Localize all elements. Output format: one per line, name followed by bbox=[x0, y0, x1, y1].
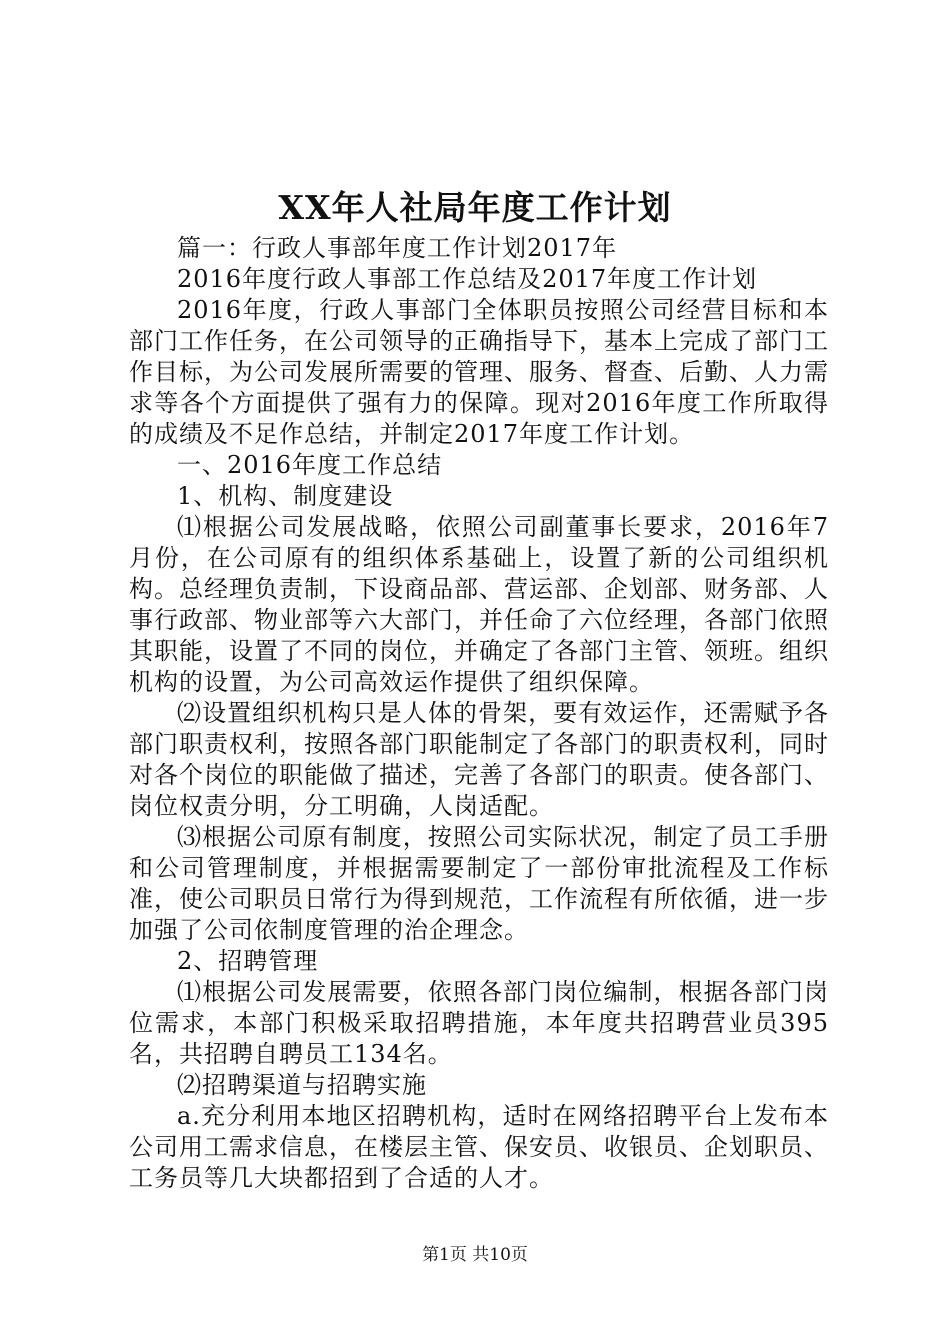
paragraph: a.充分利用本地区招聘机构，适时在网络招聘平台上发布本公司用工需求信息，在楼层主管、保安员、收银员、企划职员、工务员等几大块都招到了合适的人才。 bbox=[129, 1102, 829, 1192]
paragraph: ⑵设置组织机构只是人体的骨架，要有效运作，还需赋予各部门职责权利，按照各部门职能制定了各部门的职责权利，同时对各个岗位的职能做了描述，完善了各部门的职责。使各部门、岗位权责分明，分工明确，人岗适配。 bbox=[129, 699, 829, 820]
subsection-heading: 1、机构、制度建设 bbox=[177, 482, 394, 510]
page-number-footer: 第1页 共10页 bbox=[422, 1245, 528, 1265]
document-title: XX年人社局年度工作计划 bbox=[278, 188, 672, 227]
paragraph: 篇一：行政人事部年度工作计划2017年 bbox=[177, 234, 618, 262]
paragraph: ⑴根据公司发展战略，依照公司副董事长要求，2016年7月份，在公司原有的组织体系基础上，设置了新的公司组织机构。总经理负责制，下设商品部、营运部、企划部、财务部、人事行政部、物业部等六大部门，并任命了六位经理，各部门依照其职能，设置了不同的岗位，并确定了各部门主管、领班。组织机构的设置，为公司高效运作提供了组织保障。 bbox=[129, 513, 829, 696]
paragraph: ⑵招聘渠道与招聘实施 bbox=[177, 1071, 427, 1099]
section-heading: 一、2016年度工作总结 bbox=[177, 451, 443, 479]
paragraph: 2016年度，行政人事部门全体职员按照公司经营目标和本部门工作任务，在公司领导的正确指导下，基本上完成了部门工作目标，为公司发展所需要的管理、服务、督查、后勤、人力需求等各个方面提供了强有力的保障。现对2016年度工作所取得的成绩及不足作总结，并制定2017年度工作计划。 bbox=[129, 296, 829, 448]
paragraph: ⑴根据公司发展需要，依照各部门岗位编制，根据各部门岗位需求，本部门积极采取招聘措施，本年度共招聘营业员395名，共招聘自聘员工134名。 bbox=[129, 978, 829, 1068]
subsection-heading: 2、招聘管理 bbox=[177, 947, 319, 975]
paragraph: ⑶根据公司原有制度，按照公司实际状况，制定了员工手册和公司管理制度，并根据需要制定了一部份审批流程及工作标准，使公司职员日常行为得到规范，工作流程有所依循，进一步加强了公司依制度管理的治企理念。 bbox=[129, 823, 829, 944]
document-body bbox=[129, 233, 829, 1194]
paragraph: 2016年度行政人事部工作总结及2017年度工作计划 bbox=[177, 265, 758, 293]
